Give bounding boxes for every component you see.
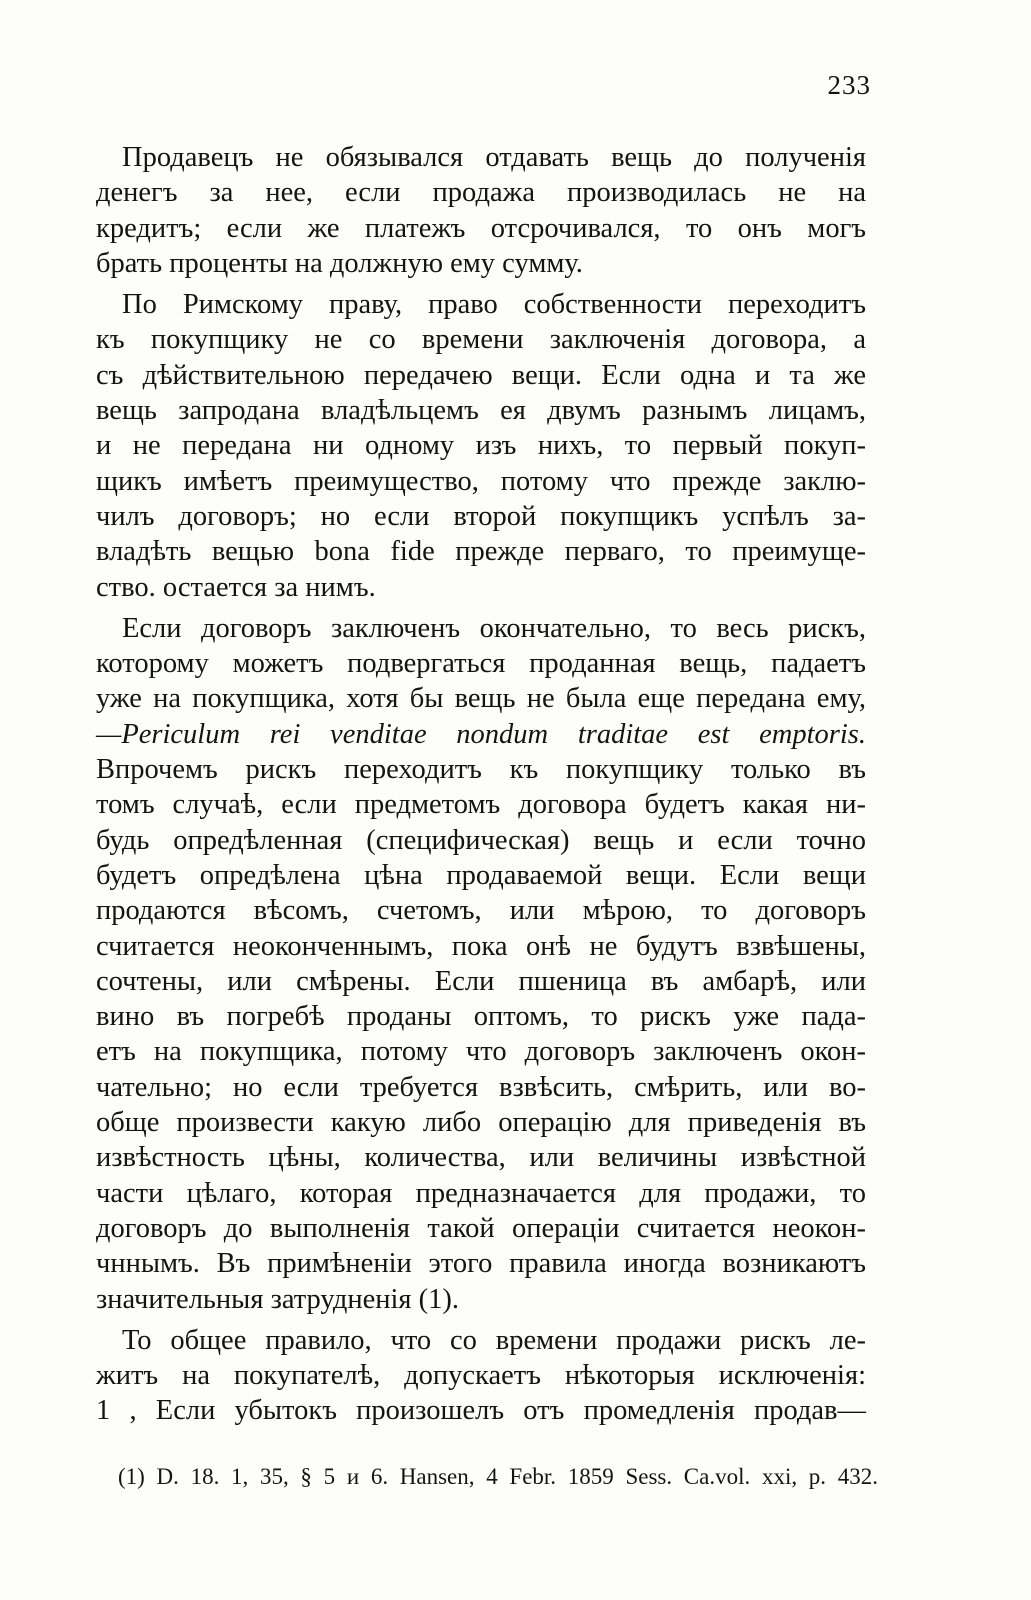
text-line: владѣть вещью bona fide прежде перваго, то преимуще- — [96, 536, 866, 568]
paragraph-1 — [96, 140, 866, 281]
text-line: продаются вѣсомъ, счетомъ, или мѣрою, то договоръ — [96, 895, 866, 927]
text-line: брать проценты на должную ему сумму. — [96, 247, 583, 279]
text-line: договоръ до выполненія такой операціи считается неокон- — [96, 1212, 866, 1244]
text-line: житъ на покупателѣ, допускаетъ нѣкоторыя исключенія: — [96, 1360, 866, 1392]
footnote: (1) D. 18. 1, 35, § 5 и 6. Hansen, 4 Febr. 1859 Sess. Ca.vol. xxi, p. 432. — [118, 1464, 878, 1489]
text-line: Впрочемъ рискъ переходитъ къ покупщику только въ — [96, 754, 866, 786]
text-line: Продавецъ не обязывался отдавать вещь до полученія — [122, 142, 866, 173]
text-line: щикъ имѣетъ преимущество, потому что прежде заклю- — [96, 465, 866, 497]
page-number: 233 — [827, 70, 871, 100]
text-line: съ дѣйствительною передачею вещи. Если одна и та же — [96, 359, 866, 391]
text-line: вещь запродана владѣльцемъ ея двумъ разнымъ лицамъ, — [96, 395, 866, 427]
text-line: сочтены, или смѣрены. Если пшеница въ амбарѣ, или — [96, 965, 866, 997]
text-line: 1 , Если убытокъ произошелъ отъ промедленія продав— — [96, 1395, 866, 1427]
text-line: денегъ за нее, если продажа производилась не на — [96, 177, 866, 209]
latin-maxim-line: —Periculum rei venditae nondum traditae est emptoris. — [96, 718, 866, 750]
text-line: будетъ опредѣлена цѣна продаваемой вещи. Если вещи — [96, 859, 866, 891]
text-line: считается неоконченнымъ, пока онѣ не будутъ взвѣшены, — [96, 930, 866, 962]
text-line: кредитъ; если же платежъ отсрочивался, то онъ могъ — [96, 212, 866, 244]
text-line: Если договоръ заключенъ окончательно, то весь рискъ, — [122, 612, 866, 644]
text-line: чилъ договоръ; но если второй покупщикъ успѣлъ за- — [96, 500, 866, 532]
text-line: будь опредѣленная (специфическая) вещь и если точно — [96, 824, 866, 856]
text-line: уже на покупщика, хотя бы вещь не была еще передана ему, — [96, 683, 866, 715]
text-line: То общее правило, что со времени продажи рискъ ле- — [122, 1324, 866, 1356]
paragraph-4 — [96, 1323, 866, 1429]
text-line: значительныя затрудненія (1). — [96, 1283, 460, 1315]
text-line: томъ случаѣ, если предметомъ договора будетъ какая ни- — [96, 789, 866, 821]
text-line: ство. остается за нимъ. — [96, 571, 376, 603]
text-line: которому можетъ подвергаться проданная вещь, падаетъ — [96, 648, 866, 680]
text-line: извѣстность цѣны, количества, или величины извѣстной — [96, 1142, 866, 1174]
text-line: вино въ погребѣ проданы оптомъ, то рискъ уже пада- — [96, 1001, 866, 1033]
text-line: чннымъ. Въ примѣненіи этого правила иногда возникаютъ — [96, 1248, 866, 1280]
text-line: По Римскому праву, право собственности переходитъ — [122, 289, 866, 321]
text-line: чательно; но если требуется взвѣсить, смѣрить, или во- — [96, 1071, 866, 1103]
text-line: етъ на покупщика, потому что договоръ заключенъ окон- — [96, 1036, 866, 1068]
text-line: и не передана ни одному изъ нихъ, то первый покуп- — [96, 430, 866, 462]
text-line: обще произвести какую либо операцію для приведенія въ — [96, 1107, 866, 1139]
body-text — [96, 140, 866, 1429]
paragraph-2 — [96, 287, 866, 605]
text-line: къ покупщику не со времени заключенія договора, а — [96, 324, 866, 356]
paragraph-3 — [96, 611, 866, 1317]
text-line: части цѣлаго, которая предназначается для продажи, то — [96, 1177, 866, 1209]
